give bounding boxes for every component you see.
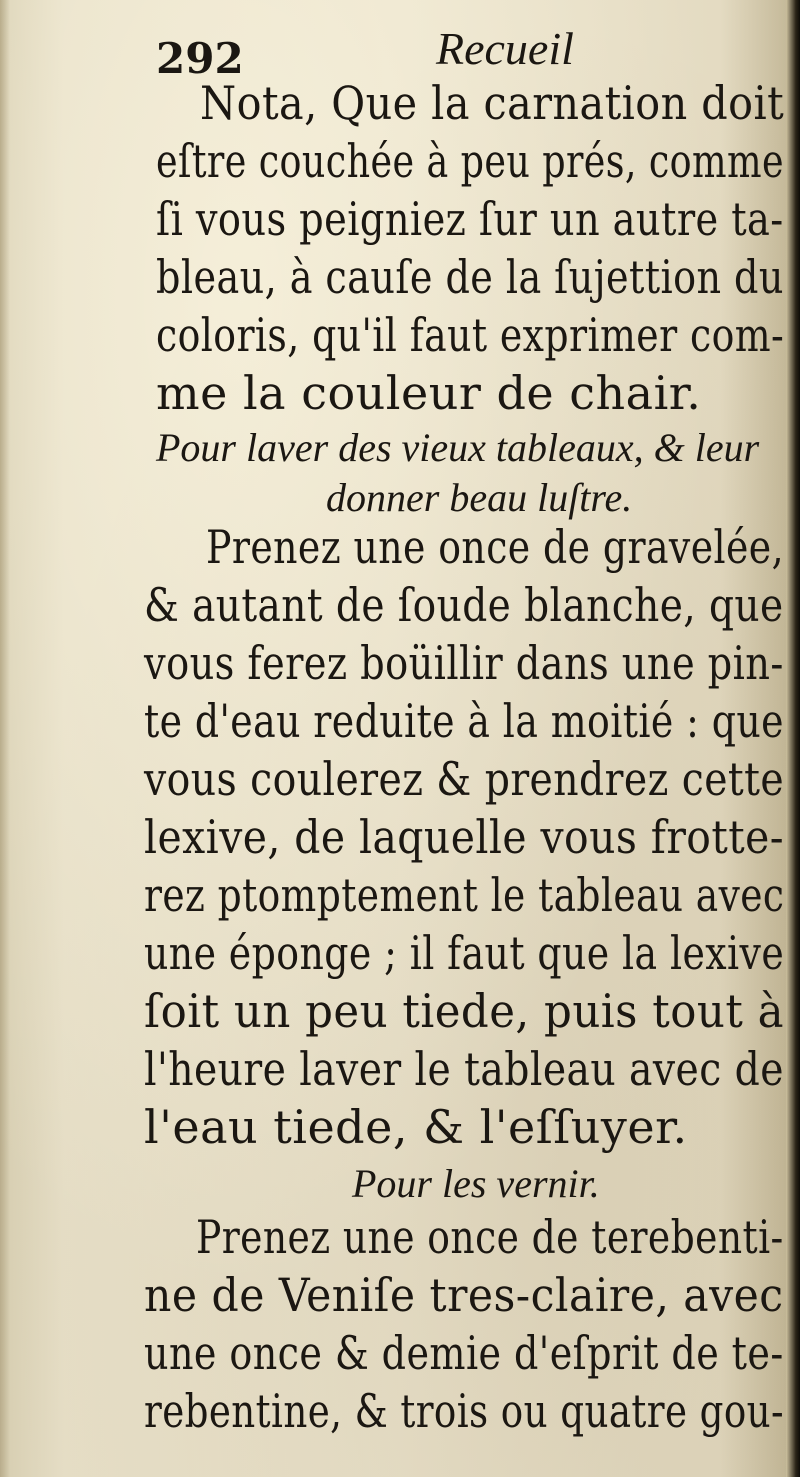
- section-heading: Pour les vernir.: [352, 1161, 600, 1206]
- text-line: bleau, à cauſe de la ſujettion du: [156, 250, 784, 304]
- text-line: ſoit un peu tiede, puis tout à: [144, 984, 784, 1038]
- text-line: te d'eau reduite à la moitié : que: [144, 694, 784, 748]
- page-number: 292: [156, 34, 244, 83]
- text-line: ſi vous peigniez ſur un autre ta-: [156, 192, 784, 246]
- text-line: ne de Veniſe tres-claire, avec: [144, 1268, 784, 1322]
- text-line: lexive, de laquelle vous frotte-: [144, 810, 785, 864]
- section-heading-continued: donner beau luſtre.: [326, 475, 633, 520]
- text-line: rez ptomptement le tableau avec: [144, 868, 785, 922]
- text-line: & autant de ſoude blanche, que: [144, 578, 784, 632]
- text-line: rebentine, & trois ou quatre gou-: [144, 1384, 785, 1438]
- text-line: Prenez une once de terebenti-: [196, 1210, 784, 1264]
- text-line: me la couleur de chair.: [156, 366, 702, 420]
- text-line: l'heure laver le tableau avec de: [144, 1042, 784, 1096]
- text-line: vous ferez boüillir dans une pin-: [144, 636, 784, 690]
- text-line: eſtre couchée à peu prés, comme: [156, 134, 784, 188]
- running-head: Recueil: [436, 23, 574, 74]
- text-line: Nota, Que la carnation doit: [200, 76, 785, 130]
- text-line: vous coulerez & prendrez cette: [144, 752, 785, 806]
- text-line: Prenez une once de gravelée,: [206, 520, 785, 574]
- text-line: une once & demie d'eſprit de te-: [144, 1326, 784, 1380]
- section-heading: Pour laver des vieux tableaux, & leur: [156, 425, 760, 470]
- text-line: l'eau tiede, & l'eſſuyer.: [144, 1100, 688, 1154]
- text-line: coloris, qu'il faut exprimer com-: [156, 308, 785, 362]
- text-line: une éponge ; il faut que la lexive: [144, 926, 785, 980]
